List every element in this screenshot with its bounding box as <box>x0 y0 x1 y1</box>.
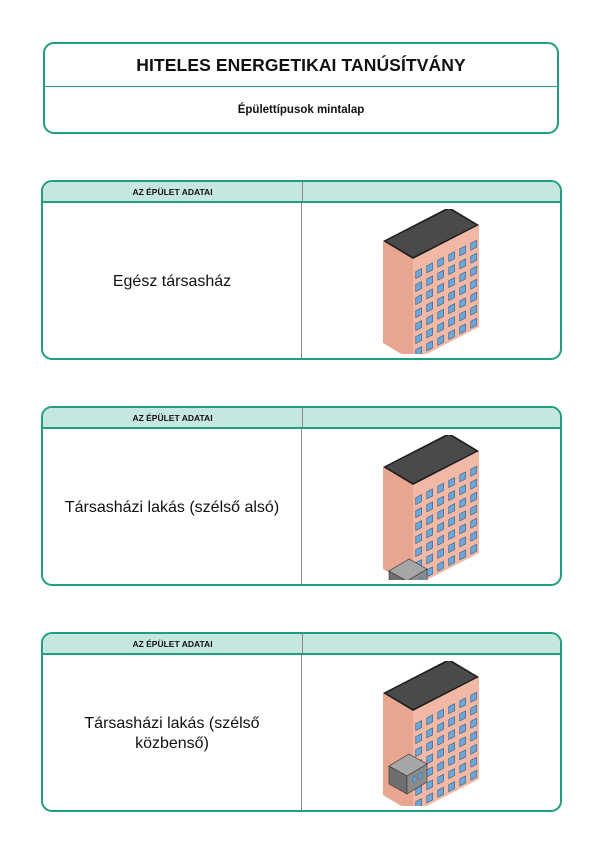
building-type-label: Társasházi lakás (szélső közbenső) <box>43 655 302 812</box>
building-type-card-whole <box>41 180 562 360</box>
building-with-middle-corner-flat-icon <box>371 661 491 806</box>
building-type-label: Egész társasház <box>43 203 302 360</box>
card-header <box>43 634 560 655</box>
card-body <box>43 655 560 812</box>
building-image-cell <box>302 203 560 360</box>
building-image-cell <box>302 655 560 812</box>
card-header-empty-cell <box>303 408 560 427</box>
section-label: AZ ÉPÜLET ADATAI <box>43 634 303 653</box>
card-header <box>43 182 560 203</box>
building-image-cell <box>302 429 560 586</box>
card-header-empty-cell <box>303 634 560 653</box>
card-body <box>43 203 560 360</box>
building-type-card-middle-corner <box>41 632 562 812</box>
building-type-label: Társasházi lakás (szélső alsó) <box>43 429 302 586</box>
document-subtitle: Épülettípusok mintalap <box>237 103 365 116</box>
building-type-card-bottom-corner <box>41 406 562 586</box>
building-icon <box>371 209 491 354</box>
card-header <box>43 408 560 429</box>
section-label: AZ ÉPÜLET ADATAI <box>43 182 303 201</box>
document-title: HITELES ENERGETIKAI TANÚSÍTVÁNY <box>45 44 557 87</box>
document-header <box>43 42 559 134</box>
building-with-bottom-corner-flat-icon <box>371 435 491 580</box>
section-label: AZ ÉPÜLET ADATAI <box>43 408 303 427</box>
card-header-empty-cell <box>303 182 560 201</box>
card-body <box>43 429 560 586</box>
